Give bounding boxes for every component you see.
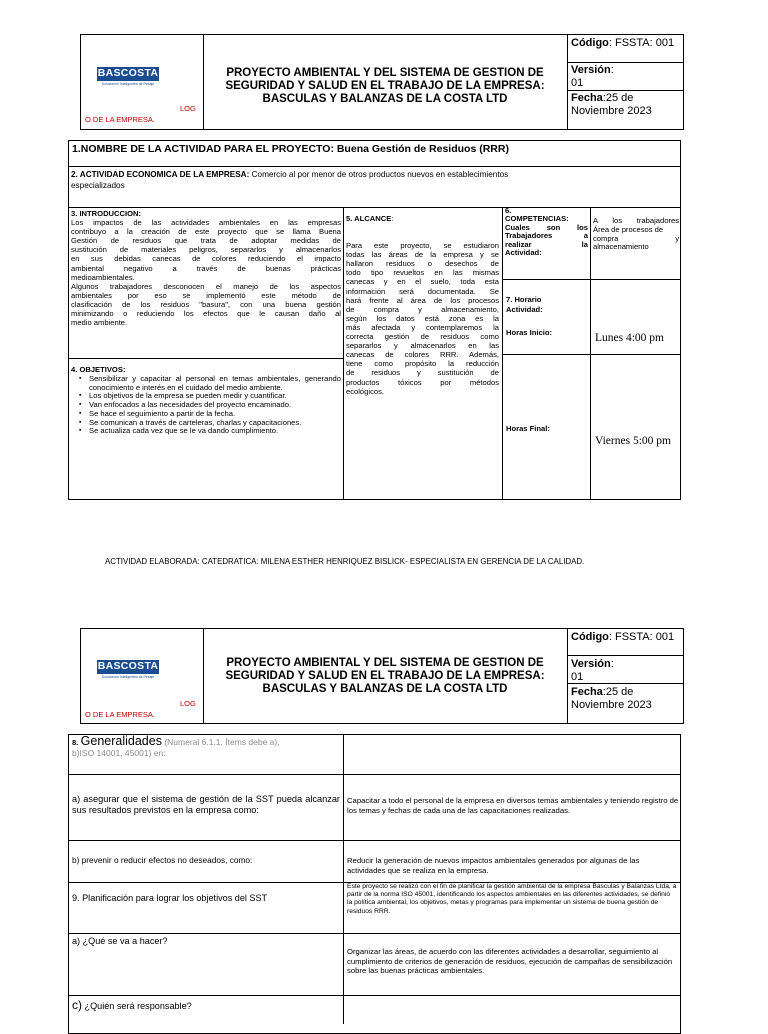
row-b-answer: Reducir la generación de nuevos impactos ambientales generados por algunas de las actividades que se realiza en la empresa. (347, 856, 640, 875)
document-title: PROYECTO AMBIENTAL Y DEL SISTEMA DE GESTION DE SEGURIDAD Y SALUD EN EL TRABAJO DE LA EMPRESA: BASCULAS Y BALANZAS DE LA COSTA LTD (225, 657, 545, 695)
row-responsible-label: c) ¿Quién será responsable? (72, 998, 192, 1012)
log-label: LOG (180, 104, 196, 113)
competencies-answer: A los trabajadores Área de procesos de compra y almacenamiento (593, 216, 679, 252)
objective-item: ▪ Se hace el seguimiento a partir de la fecha. (89, 410, 341, 419)
codigo-cell: Código: FSSTA: 001 (571, 631, 675, 643)
scope-section: 5. ALCANCE: Para este proyecto, se estudiaron todas las áreas de la empresa y se hallaron residuos o desechos de todo tipo revueltos en las mismas canecas y en el suelo, toda esta información será documentada. Se hará frente al área de los procesos de compra y almacenamiento, según los datos está zona es la más afectada y contemplaremos la correcta gestión de residuos como separarlos y almacenarlos en las canecas de colores RRR. Además, tiene como propósito la reducción de residuos y sustitución de productos tóxicos por métodos ecológicos. (346, 214, 499, 396)
activity-name: 1.NOMBRE DE LA ACTIVIDAD PARA EL PROYECTO: Buena Gestión de Residuos (RRR) (72, 143, 509, 155)
end-hours-value: Viernes 5:00 pm (595, 435, 671, 447)
start-hours-label: Horas Inicio: (506, 328, 552, 337)
objective-item: ▪ Se comunican a través de carteleras, charlas y capacitaciones. (89, 419, 341, 428)
log-sub-label: O DE LA EMPRESA. (85, 710, 156, 719)
version-cell: Versión: 01 (571, 64, 614, 89)
footer-note: ACTIVIDAD ELABORADA: CATEDRATICA: MILENA ESTHER HENRIQUEZ BISLICK- ESPECIALISTA EN GERENCIA DE LA CALIDAD. (105, 557, 585, 566)
schedule-label: 7. Horario Actividad: (506, 295, 543, 314)
logo-tagline: Soluciones Inteligentes de Pesaje (101, 675, 155, 679)
row-a-label: a) asegurar que el sistema de gestión de la SST pueda alcanzar sus resultados previstos en la empresa como: (72, 794, 340, 815)
company-logo: BASCOSTA (97, 660, 159, 672)
competencies-label: 6. COMPETENCIAS: Cuales son los Trabajadores a realizar la Actividad: (505, 206, 588, 258)
row-9-answer: Este proyecto se realizó con el fin de planificar la gestión ambiental de la empresa Basculas y Balanzas Ltda, a partir de la norma ISO 45001, identificando los aspectos ambientales en las diferentes actividades, se definió la política ambiental, los objetivos, metas y programas para implementar un sistema de buena gestión de residuos RRR. (347, 883, 677, 915)
version-cell: Versión: 01 (571, 658, 614, 683)
row-9-label: 9. Planificación para lograr los objetivos del SST (72, 893, 268, 903)
row-what-label: a) ¿Qué se va a hacer? (72, 936, 168, 946)
company-logo: BASCOSTA (97, 67, 159, 79)
codigo-cell: Código: FSSTA: 001 (571, 37, 675, 49)
objective-item: ▪ Los objetivos de la empresa se pueden medir y cuantificar. (89, 392, 341, 401)
objective-item: ▪ Van enfocados a las necesidades del proyecto encaminado. (89, 401, 341, 410)
row-b-label: b) prevenir o reducir efectos no deseados, como: (72, 855, 253, 865)
objective-item: ▪ Se actualiza cada vez que se le va dando cumplimiento. (89, 427, 341, 436)
document-title: PROYECTO AMBIENTAL Y DEL SISTEMA DE GESTION DE SEGURIDAD Y SALUD EN EL TRABAJO DE LA EMPRESA: BASCULAS Y BALANZAS DE LA COSTA LTD (225, 67, 545, 105)
generalities-heading: 8. Generalidades (Numeral 6.1.1. Ítems debe a), b)ISO 14001, 45001) en: (72, 734, 280, 758)
objective-item: ▪ Sensibilizar y capacitar al personal en temas ambientales, generando conocimiento e interés en el cuidado del medio ambiente. (89, 375, 341, 393)
row-what-answer: Organizar las áreas, de acuerdo con las diferentes actividades a desarrollar, seguimiento al cumplimiento de criterios de generación de residuos, ejecución de campañas de sensibilización sobre las buenas prácticas ambientales. (347, 947, 673, 975)
logo-tagline: Soluciones Inteligentes de Pesaje (101, 82, 155, 86)
fecha-cell: Fecha:25 de Noviembre 2023 (571, 92, 652, 117)
objectives-section: 4. OBJETIVOS: ▪ Sensibilizar y capacitar al personal en temas ambientales, generando conocimiento e interés en el cuidado del medio ambiente. ▪ Los objetivos de la empresa se pueden medir y cuantificar. ▪ Van enfocados a las necesidades del proyecto encaminado. ▪ Se hace el seguimiento a partir de la fecha. ▪ Se comunican a través de carteleras, charlas y capacitaciones. ▪ Se actualiza cada vez que se le va dando cumplimiento. (71, 366, 341, 436)
introduction-section: 3. INTRODUCCION: Los impactos de las actividades ambientales en las empresas contribuyo a la creación de este proyecto que se llama Buena Gestión de residuos que trata de adoptar medidas de sustitución de materiales peligros, separarlos y almacenarlos en sus debidas canecas de colores reduciendo el impacto ambiental negativo a través de buenas prácticas medioambientales. Algunos trabajadores desconocen el manejo de los aspectos ambientales por eso se implementó este método de clasificación de los residuos "basura", con una buena gestión minimizando o reduciendo los efectos que le causan daño al medio ambiente. (71, 209, 341, 328)
log-sub-label: O DE LA EMPRESA. (85, 115, 156, 124)
start-hours-value: Lunes 4:00 pm (595, 332, 664, 344)
log-label: LOG (180, 699, 196, 708)
row-a-answer: Capacitar a todo el personal de la empresa en diversos temas ambientales y teniendo registro de los temas y fechas de cada una de las capacitaciones realizadas. (347, 796, 679, 815)
end-hours-label: Horas Final: (506, 424, 550, 433)
fecha-cell: Fecha:25 de Noviembre 2023 (571, 686, 652, 711)
economic-activity: 2. ACTIVIDAD ECONOMICA DE LA EMPRESA: Comercio al por menor de otros productos nuevos en establecimientos especializados (71, 170, 509, 190)
